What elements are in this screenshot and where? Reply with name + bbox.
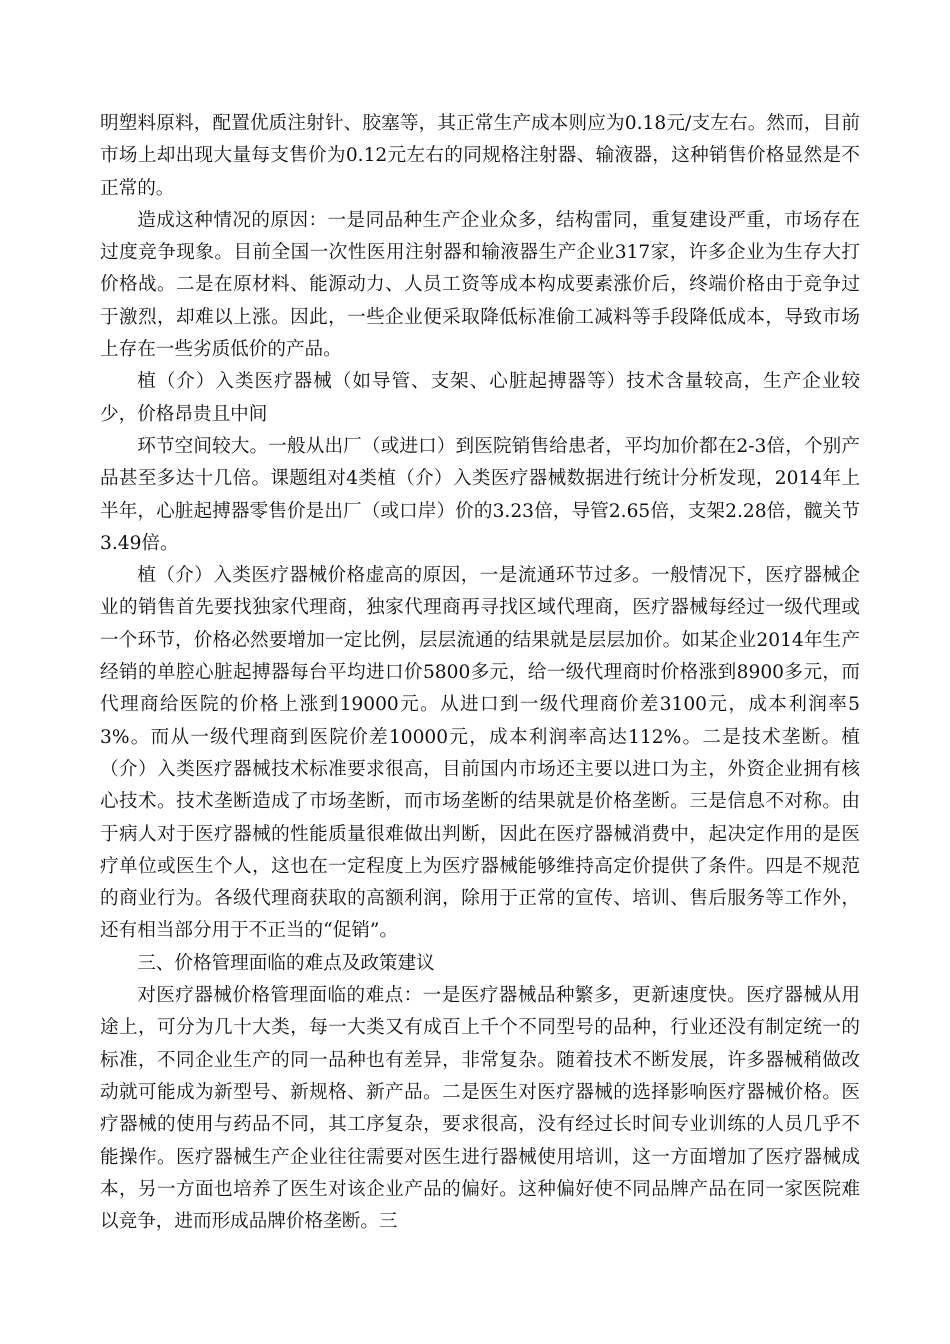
paragraph-cost-intro: 明塑料原料，配置优质注射针、胶塞等，其正常生产成本则应为0.18元/支左右。然而，目前市场上却出现大量每支售价为0.12元左右的同规格注射器、输液器，这种销售价格显然是不正常的。	[100, 113, 860, 199]
paragraph-implant-devices: 植（介）入类医疗器械（如导管、支架、心脏起搏器等）技术含量较高，生产企业较少，价格昂贵且中间	[100, 371, 860, 425]
section-heading-price-management: 三、价格管理面临的难点及政策建议	[137, 952, 435, 974]
paragraph-causes: 造成这种情况的原因：一是同品种生产企业众多，结构雷同，重复建设严重，市场存在过度竞争现象。目前全国一次性医用注射器和输液器生产企业317家，许多企业为生存大打价格战。二是在原材料、能源动力、人员工资等成本构成要素涨价后，终端价格由于竞争过于激烈，却难以上涨。因此，一些企业便采取降低标准偷工减料等手段降低成本，导致市场上存在一些劣质低价的产品。	[100, 209, 860, 361]
paragraph-markup: 环节空间较大。一般从出厂（或进口）到医院销售给患者，平均加价都在2-3倍，个别产品甚至多达十几倍。课题组对4类植（介）入类医疗器械数据进行统计分析发现，2014年上半年，心脏起搏器零售价是出厂（或口岸）价的3.23倍，导管2.65倍，支架2.28倍，髋关节3.49倍。	[100, 435, 860, 554]
paragraph-difficulties: 对医疗器械价格管理面临的难点：一是医疗器械品种繁多，更新速度快。医疗器械从用途上，可分为几十大类，每一大类又有成百上千个不同型号的品种，行业还没有制定统一的标准，不同企业生产的同一品种也有差异，非常复杂。随着技术不断发展，许多器械稍做改动就可能成为新型号、新规格、新产品。二是医生对医疗器械的选择影响医疗器械价格。医疗器械的使用与药品不同，其工序复杂，要求很高，没有经过长时间专业训练的人员几乎不能操作。医疗器械生产企业往往需要对医生进行器械使用培训，这一方面增加了医疗器械成本，另一方面也培养了医生对该企业产品的偏好。这种偏好使不同品牌产品在同一家医院难以竞争，进而形成品牌价格垄断。三	[100, 985, 860, 1233]
document-page	[100, 108, 860, 1238]
paragraph-inflated-price-reasons: 植（介）入类医疗器械价格虚高的原因，一是流通环节过多。一般情况下，医疗器械企业的销售首先要找独家代理商，独家代理商再寻找区域代理商，医疗器械每经过一级代理或一个环节，价格必然要增加一定比例，层层流通的结果就是层层加价。如某企业2014年生产经销的单腔心脏起搏器每台平均进口价5800多元，给一级代理商时价格涨到8900多元，而代理商给医院的价格上涨到19000元。从进口到一级代理商价差3100元，成本利润率53%。而从一级代理商到医院价差10000元，成本利润率高达112%。二是技术垄断。植（介）入类医疗器械技术标准要求很高，目前国内市场还主要以进口为主，外资企业拥有核心技术。技术垄断造成了市场垄断，而市场垄断的结果就是价格垄断。三是信息不对称。由于病人对于医疗器械的性能质量很难做出判断，因此在医疗器械消费中，起决定作用的是医疗单位或医生个人，这也在一定程度上为医疗器械能够维持高定价提供了条件。四是不规范的商业行为。各级代理商获取的高额利润，除用于正常的宣传、培训、售后服务等工作外，还有相当部分用于不正当的“促销”。	[100, 565, 860, 942]
